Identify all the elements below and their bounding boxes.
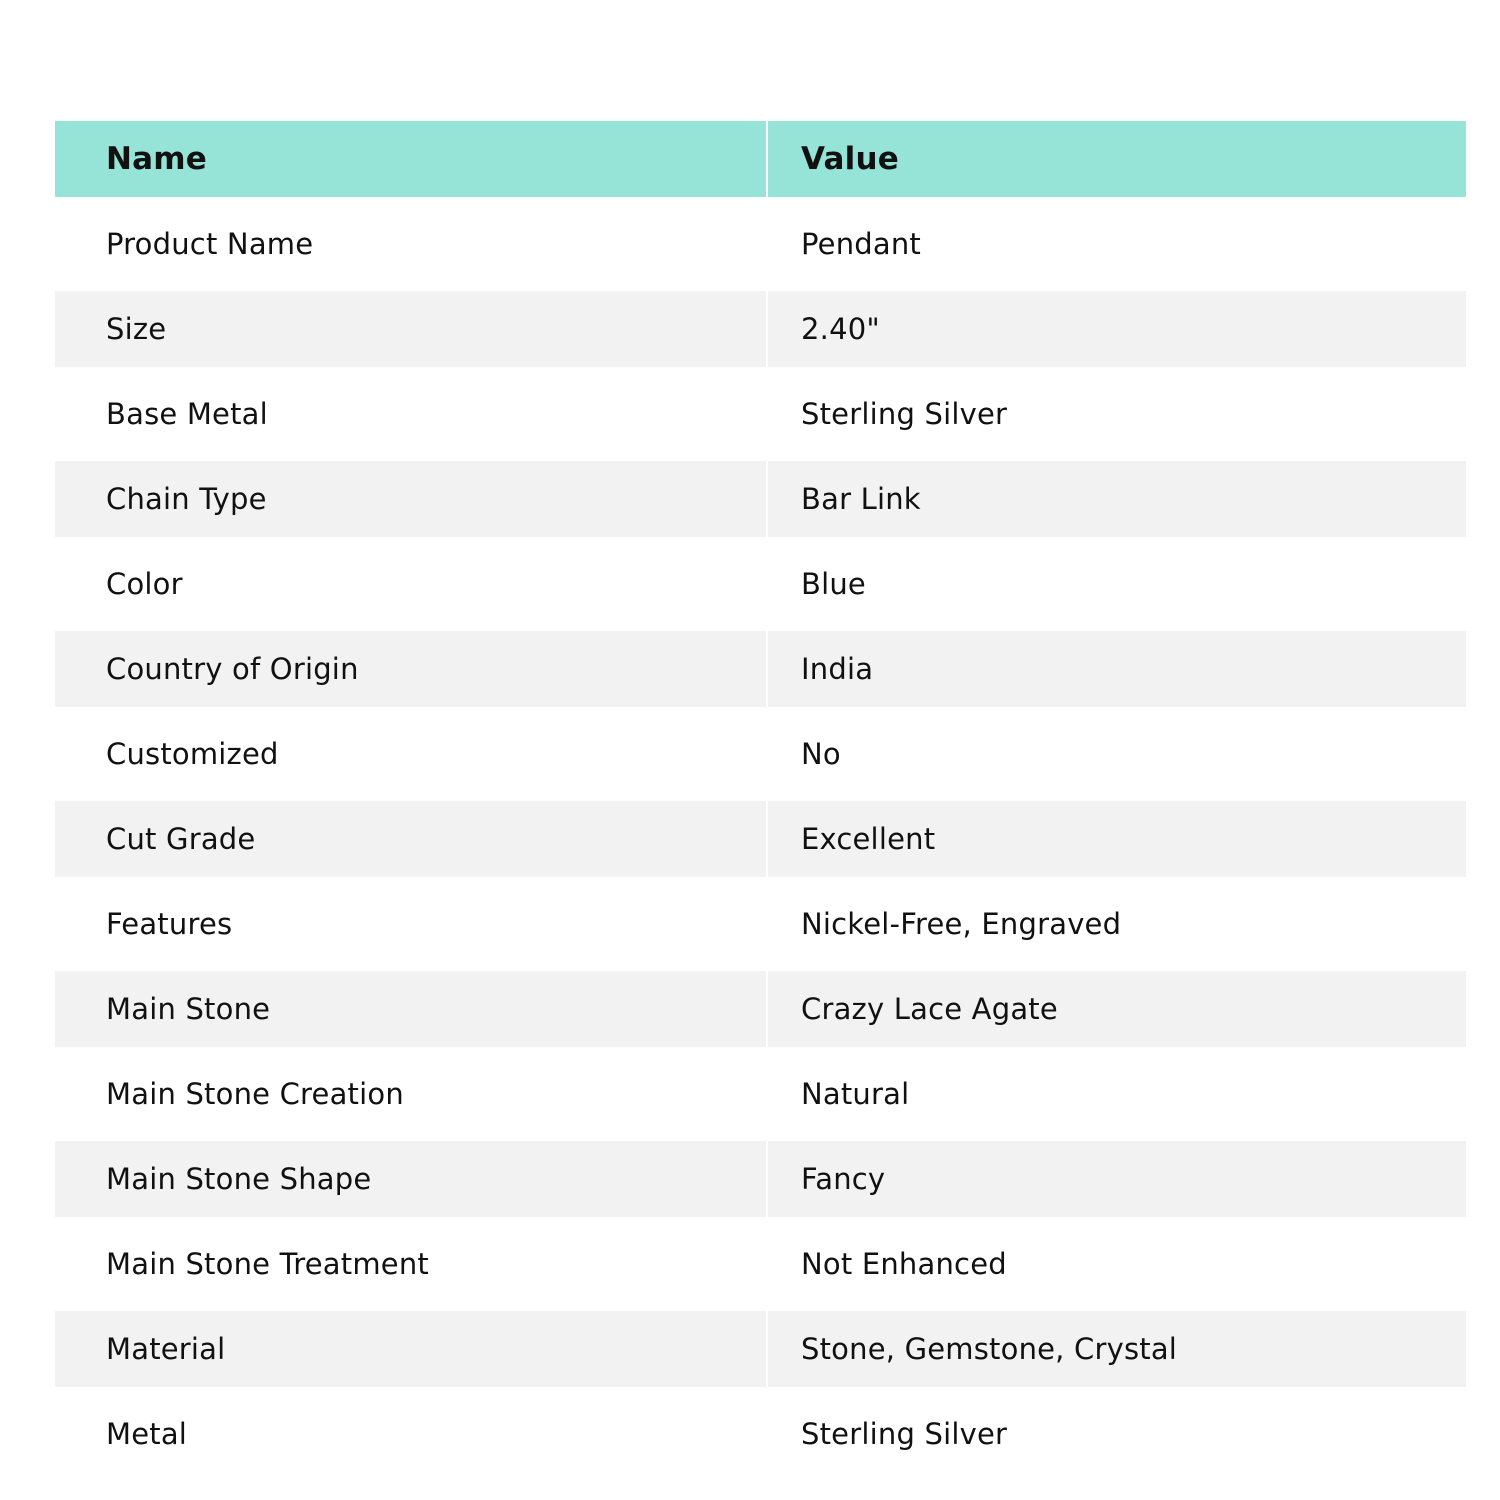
table-row: [55, 1047, 1466, 1141]
row-value-cell: Pendant: [766, 197, 1466, 291]
row-value-cell: Nickel-Free, Engraved: [766, 877, 1466, 971]
row-name-cell: Customized: [106, 737, 279, 771]
table-row: [55, 801, 1466, 877]
table-row: [55, 877, 1466, 971]
table-row: [55, 631, 1466, 707]
row-value-cell: Fancy: [766, 1141, 1466, 1217]
row-value-cell: Excellent: [766, 801, 1466, 877]
table-row: [55, 367, 1466, 461]
table-row: [55, 707, 1466, 801]
table-row: [55, 461, 1466, 537]
row-value-cell: Blue: [766, 537, 1466, 631]
row-name-cell: Main Stone Shape: [55, 1141, 766, 1217]
row-value-cell: Sterling Silver: [766, 1387, 1466, 1481]
table-row: [55, 971, 1466, 1047]
row-name-cell: Country of Origin: [55, 631, 766, 707]
row-name-cell: Size: [55, 291, 766, 367]
row-value-cell: Sterling Silver: [766, 367, 1466, 461]
row-value-cell: Bar Link: [766, 461, 1466, 537]
row-value-cell: Not Enhanced: [766, 1217, 1466, 1311]
table-row: [55, 197, 1466, 291]
row-name-cell: Color: [106, 567, 183, 601]
table-row: [55, 1141, 1466, 1217]
table-row: [55, 291, 1466, 367]
row-value-cell: No: [766, 707, 1466, 801]
table-row: [55, 1311, 1466, 1387]
row-value-cell: Crazy Lace Agate: [766, 971, 1466, 1047]
table-header-row: [55, 121, 1466, 197]
row-value-cell: Natural: [766, 1047, 1466, 1141]
row-name-cell: Material: [55, 1311, 766, 1387]
table-row: [55, 1217, 1466, 1311]
row-name-cell: Features: [106, 907, 233, 941]
row-name-cell: Main Stone: [55, 971, 766, 1047]
row-name-cell: Metal: [106, 1417, 188, 1451]
row-name-cell: Product Name: [106, 227, 314, 261]
row-name-cell: Main Stone Creation: [106, 1077, 404, 1111]
header-name: Name: [55, 121, 766, 197]
table-row: [55, 1387, 1466, 1481]
row-value-cell: India: [766, 631, 1466, 707]
row-name-cell: Main Stone Treatment: [106, 1247, 429, 1281]
row-name-cell: Chain Type: [55, 461, 766, 537]
spec-table: [55, 121, 1466, 1481]
table-body: [55, 197, 1466, 1481]
row-name-cell: Cut Grade: [55, 801, 766, 877]
row-value-cell: 2.40": [766, 291, 1466, 367]
row-value-cell: Stone, Gemstone, Crystal: [766, 1311, 1466, 1387]
table-row: [55, 537, 1466, 631]
row-name-cell: Base Metal: [106, 397, 268, 431]
header-value: Value: [766, 121, 1466, 197]
